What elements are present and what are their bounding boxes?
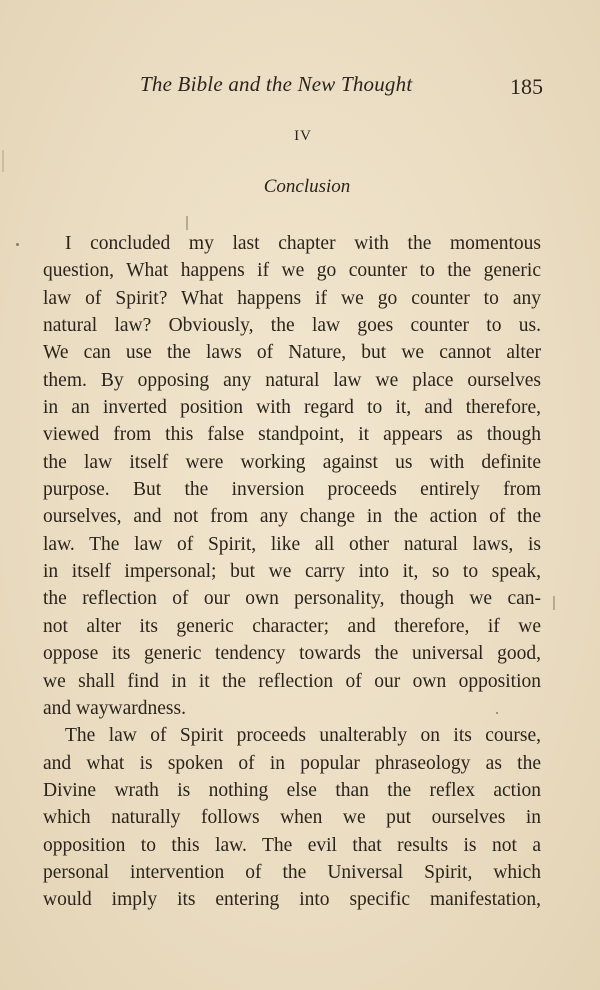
- text-line: oppose its generic tendency towards the universal good,: [43, 643, 541, 665]
- text-line: law. The law of Spirit, like all other natural laws, is: [43, 533, 541, 555]
- text-line: the law itself were working against us with definite: [43, 451, 541, 473]
- margin-speck: [2, 150, 4, 172]
- page-number: 185: [510, 74, 543, 99]
- text-line: not alter its generic character; and therefore, if we: [43, 615, 541, 637]
- section-title: Conclusion: [263, 176, 351, 197]
- text-line: in an inverted position with regard to it, and therefore,: [43, 397, 541, 419]
- running-title: The Bible and the New Thought: [140, 72, 413, 96]
- text-line: we shall find in it the reflection of our own opposition: [43, 670, 541, 692]
- margin-speck: [553, 596, 555, 610]
- section-number: IV: [294, 128, 312, 144]
- text-line: in itself impersonal; but we carry into it, so to speak,: [43, 561, 541, 583]
- text-line: personal intervention of the Universal Spirit, which: [43, 861, 541, 883]
- text-line: law of Spirit? What happens if we go counter to any: [43, 287, 541, 309]
- text-line: and what is spoken of in popular phraseology as the: [43, 752, 541, 774]
- text-line: I concluded my last chapter with the momentous: [65, 233, 541, 254]
- text-line: opposition to this law. The evil that results is not a: [43, 834, 541, 856]
- margin-speck: [496, 712, 498, 714]
- text-line: The law of Spirit proceeds unalterably on its course,: [65, 725, 541, 747]
- text-line: We can use the laws of Nature, but we cannot alter: [43, 342, 541, 364]
- text-line: question, What happens if we go counter to the generic: [43, 260, 541, 282]
- text-line: and waywardness.: [43, 697, 186, 719]
- text-line: the reflection of our own personality, though we can-: [43, 588, 541, 610]
- text-line: ourselves, and not from any change in the action of the: [43, 506, 541, 528]
- text-line: natural law? Obviously, the law goes counter to us.: [43, 315, 541, 337]
- body-text: [43, 230, 541, 914]
- margin-speck: [186, 216, 188, 230]
- text-line: Divine wrath is nothing else than the reflex action: [43, 779, 541, 801]
- text-line: viewed from this false standpoint, it appears as though: [43, 424, 541, 446]
- text-line: would imply its entering into specific manifestation,: [43, 889, 541, 911]
- text-line: purpose. But the inversion proceeds entirely from: [43, 479, 541, 501]
- text-line: them. By opposing any natural law we place ourselves: [43, 369, 541, 391]
- text-line: which naturally follows when we put ourselves in: [43, 807, 541, 829]
- running-head: [0, 72, 600, 104]
- margin-speck: [16, 243, 19, 246]
